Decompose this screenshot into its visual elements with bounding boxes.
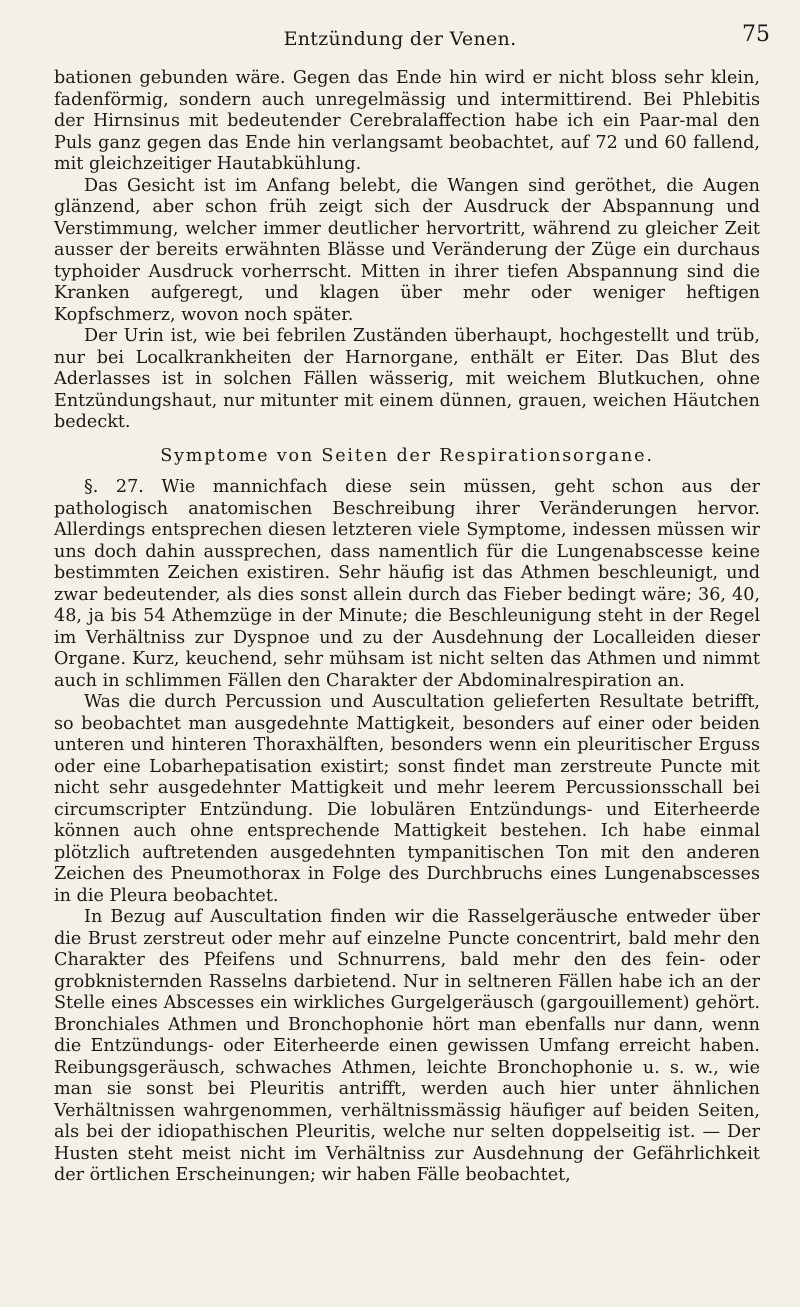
running-title: Entzündung der Venen. [283, 28, 517, 50]
paragraph: Das Gesicht ist im Anfang belebt, die Wangen sind geröthet, die Augen glänzend, aber schon früh zeigt sich der Ausdruck der Abspannung und Verstimmung, welcher immer deutlicher hervortritt, während zu gleicher Zeit ausser der bereits erwähnten Blässe und Veränderung der Züge ein durchaus typhoider Ausdruck vorherrscht. Mitten in ihrer tiefen Abspannung sind die Kranken aufgeregt, und klagen über mehr oder weniger heftigen Kopfschmerz, wovon noch später. [54, 175, 760, 325]
paragraph: bationen gebunden wäre. Gegen das Ende hin wird er nicht bloss sehr klein, fadenförmig, sondern auch unregelmässig und intermittirend. Bei Phlebitis der Hirnsinus mit bedeutender Cerebralaffection habe ich ein Paar-mal den Puls ganz gegen das Ende hin verlangsamt beobachtet, auf 72 und 60 fallend, mit gleichzeitiger Hautabkühlung. [54, 68, 760, 174]
page-number: 75 [742, 22, 770, 47]
paragraph: §. 27. Wie mannichfach diese sein müssen, geht schon aus der pathologisch anatomischen Beschreibung ihrer Veränderungen hervor. Allerdings entsprechen diesen letzteren viele Symptome, indessen müssen wir uns doch dahin aussprechen, dass namentlich für die Lungenabscesse keine bestimmten Zeichen existiren. Sehr häufig ist das Athmen beschleunigt, und zwar bedeutender, als dies sonst allein durch das Fieber bedingt wäre; 36, 40, 48, ja bis 54 Athemzüge in der Minute; die Beschleunigung steht in der Regel im Verhältniss zur Dyspnoe und zu der Ausdehnung der Localleiden dieser Organe. Kurz, keuchend, sehr mühsam ist nicht selten das Athmen und nimmt auch in schlimmen Fällen den Charakter der Abdominalrespiration an. [54, 477, 760, 691]
page-header [0, 22, 800, 52]
body-text [54, 68, 760, 1187]
section-heading: Symptome von Seiten der Respirationsorgane. [160, 445, 654, 466]
paragraph: Der Urin ist, wie bei febrilen Zuständen überhaupt, hochgestellt und trüb, nur bei Localkrankheiten der Harnorgane, enthält er Eiter. Das Blut des Aderlasses ist in solchen Fällen wässerig, mit weichem Blutkuchen, ohne Entzündungshaut, nur mitunter mit einem dünnen, grauen, weichen Häutchen bedeckt. [54, 326, 760, 432]
paragraph: Was die durch Percussion und Auscultation gelieferten Resultate betrifft, so beobachtet man ausgedehnte Mattigkeit, besonders auf einer oder beiden unteren und hinteren Thoraxhälften, besonders wenn ein pleuritischer Erguss oder eine Lobarhepatisation existirt; sonst findet man zerstreute Puncte mit nicht sehr ausgedehnter Mattigkeit und mehr leerem Percussionsschall bei circumscripter Entzündung. Die lobulären Entzündungs- und Eiterheerde können auch ohne entsprechende Mattigkeit bestehen. Ich habe einmal plötzlich auftretenden ausgedehnten tympanitischen Ton mit den anderen Zeichen des Pneumothorax in Folge des Durchbruchs eines Lungenabscesses in die Pleura beobachtet. [54, 692, 760, 906]
paragraph: In Bezug auf Auscultation finden wir die Rasselgeräusche entweder über die Brust zerstreut oder mehr auf einzelne Puncte concentrirt, bald mehr den Charakter des Pfeifens und Schnurrens, bald mehr den des fein- oder grobknisternden Rasselns darbietend. Nur in seltneren Fällen habe ich an der Stelle eines Abscesses ein wirkliches Gurgelgeräusch (gargouillement) gehört. Bronchiales Athmen und Bronchophonie hört man ebenfalls nur dann, wenn die Entzündungs- oder Eiterheerde einen gewissen Umfang erreicht haben. Reibungsgeräusch, schwaches Athmen, leichte Bronchophonie u. s. w., wie man sie sonst bei Pleuritis antrifft, werden auch hier unter ähnlichen Verhältnissen wahrgenommen, verhältnissmässig häufiger auf beiden Seiten, als bei der idiopathischen Pleuritis, welche nur selten doppelseitig ist. — Der Husten steht meist nicht im Verhältniss zur Ausdehnung der Gefährlichkeit der örtlichen Erscheinungen; wir haben Fälle beobachtet, [54, 907, 760, 1185]
